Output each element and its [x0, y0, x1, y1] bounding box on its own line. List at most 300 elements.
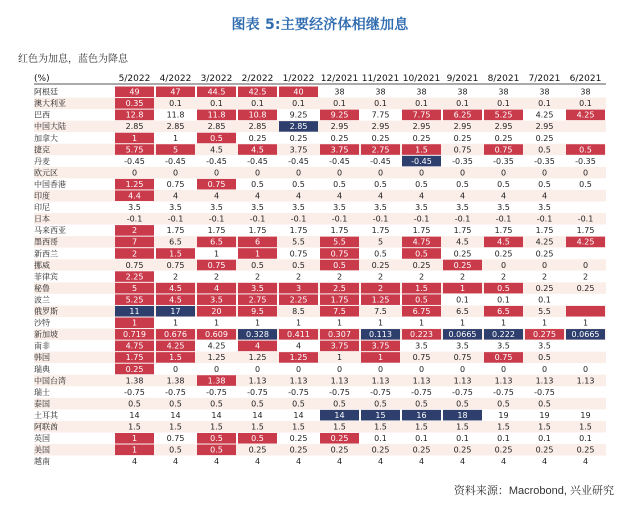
cell-value: 1.5 — [579, 422, 592, 432]
cell-value: -0.1 — [536, 214, 553, 224]
row-label: 美国 — [34, 445, 50, 455]
cell-value: 5.5 — [538, 307, 551, 316]
cell-value: 4 — [500, 457, 507, 467]
cell-value: 0.5 — [415, 179, 428, 189]
cell-value: 4 — [336, 457, 343, 467]
cell-value: 4 — [582, 457, 589, 467]
cell-value: 7.75 — [412, 110, 431, 120]
row-label: 阿联酋 — [34, 422, 58, 432]
cell-value: 1 — [172, 133, 179, 143]
cell-value: 0.25 — [289, 434, 308, 444]
cell-value: 1 — [131, 318, 138, 328]
cell-value: 0.307 — [328, 330, 351, 340]
cell-value: -0.35 — [575, 156, 596, 166]
cell-value: -0.75 — [329, 387, 350, 397]
cell-value: 4.75 — [125, 341, 144, 351]
cell-value: 0.25 — [289, 445, 308, 455]
cell-value: 1 — [254, 318, 261, 328]
cell-value: 0.25 — [248, 133, 267, 143]
cell-value: -0.75 — [247, 387, 268, 397]
column-header: 8/2021 — [487, 74, 520, 84]
cell-value: 0 — [254, 168, 261, 178]
row-label: 南非 — [34, 341, 50, 351]
cell-value: -0.75 — [370, 387, 391, 397]
cell-value: 1 — [541, 318, 548, 328]
cell-value: 1.75 — [412, 226, 431, 236]
cell-value: 0.75 — [453, 145, 472, 155]
cell-value: 2 — [213, 272, 220, 282]
cell-value: 3.5 — [538, 203, 551, 213]
row-label: 印尼 — [34, 203, 50, 213]
cell-value: 1.5 — [128, 422, 141, 432]
cell-value: 1.5 — [169, 249, 182, 259]
cell-value: 5.5 — [292, 237, 305, 247]
table-row-bg — [34, 167, 606, 179]
row-label: 印度 — [34, 191, 50, 201]
cell-value: 1.38 — [207, 376, 226, 386]
cell-value: -0.45 — [165, 156, 186, 166]
cell-value: 0 — [295, 364, 302, 374]
cell-value: 2 — [377, 283, 384, 293]
cell-value: 1 — [131, 434, 138, 444]
row-label: 马来西亚 — [34, 226, 66, 236]
cell-value: -0.1 — [290, 214, 307, 224]
cell-value: 0.75 — [453, 353, 472, 363]
cell-value: 1 — [336, 353, 343, 363]
cell-value: 38 — [416, 87, 427, 97]
row-label: 巴西 — [34, 110, 50, 120]
cell-value: 2.95 — [330, 122, 349, 132]
cell-value: -0.45 — [370, 156, 391, 166]
cell-value: 4.25 — [207, 341, 226, 351]
cell-value: 4 — [213, 457, 220, 467]
cell-value: 0.411 — [287, 330, 310, 340]
cell-value: 0.25 — [412, 260, 431, 270]
cell-value: 3.75 — [330, 145, 349, 155]
cell-value: 3.5 — [210, 295, 223, 305]
cell-value: 2.85 — [125, 122, 144, 132]
cell-value: 3.5 — [210, 203, 223, 213]
cell-value: 0.5 — [333, 179, 346, 189]
cell-value: 1.13 — [371, 376, 390, 386]
table-row-bg — [34, 202, 606, 214]
cell-value: 4 — [295, 341, 302, 351]
cell-value: 0 — [418, 364, 425, 374]
cell-value: 0 — [500, 260, 507, 270]
cell-value: 7 — [131, 237, 138, 247]
cell-value: 4 — [213, 191, 220, 201]
cell-value: 0 — [131, 168, 138, 178]
cell-value: 4 — [172, 457, 179, 467]
cell-value: 6.75 — [412, 307, 431, 316]
color-legend-note: 红色为加息，蓝色为降息 — [18, 54, 128, 65]
cell-value: 3.5 — [415, 341, 428, 351]
cell-value: 0.5 — [169, 399, 182, 409]
cell-value: 2 — [377, 272, 384, 282]
cell-value: 0.5 — [538, 353, 551, 363]
column-header: 1/2022 — [282, 74, 315, 84]
cell-value: 0 — [418, 168, 425, 178]
cell-value: 1.25 — [207, 353, 226, 363]
cell-value: 1 — [213, 318, 220, 328]
cell-value: 1.38 — [125, 376, 144, 386]
table-row-bg — [34, 121, 606, 133]
cell-value: 0.75 — [166, 434, 185, 444]
cell-value: 2.75 — [248, 295, 267, 305]
cell-value: 1 — [254, 249, 261, 259]
cell-value: 0.1 — [374, 99, 387, 109]
cell-value: 5 — [172, 145, 179, 155]
cell-value: 4 — [172, 191, 179, 201]
cell-value: 10.8 — [248, 110, 267, 120]
cell-value: 0.5 — [333, 260, 346, 270]
cell-value: 0.25 — [371, 260, 390, 270]
cell-value: 5.75 — [125, 145, 144, 155]
cell-value: 0.5 — [292, 399, 305, 409]
cell-value: 0.5 — [538, 145, 551, 155]
table-row-bg — [34, 398, 606, 410]
cell-value: 19 — [498, 410, 509, 420]
cell-value: 2.85 — [248, 122, 267, 132]
cell-value: 19 — [539, 410, 550, 420]
row-label: 波兰 — [34, 295, 50, 305]
table-row-bg — [34, 375, 606, 387]
cell-value: 1.5 — [374, 422, 387, 432]
cell-value: 3.5 — [128, 203, 141, 213]
column-header: 5/2022 — [118, 74, 151, 84]
cell-value: 2 — [254, 272, 261, 282]
cell-value: 0 — [500, 168, 507, 178]
cell-value: 3.5 — [415, 203, 428, 213]
cell-value: 1.13 — [412, 376, 431, 386]
cell-value: 1.25 — [289, 353, 308, 363]
cell-value: 0.1 — [579, 434, 592, 444]
table-row-bg — [34, 456, 606, 468]
cell-value: 2.25 — [289, 295, 308, 305]
cell-value: 1 — [459, 318, 466, 328]
cell-value: -0.75 — [288, 387, 309, 397]
cell-value: 14 — [129, 410, 140, 420]
cell-value: -0.75 — [534, 387, 555, 397]
cell-value: 0.5 — [292, 260, 305, 270]
cell-value: 0 — [541, 364, 548, 374]
cell-value: 2.95 — [535, 122, 554, 132]
cell-value: 0.25 — [535, 445, 554, 455]
cell-value: 0 — [377, 364, 384, 374]
cell-value: 0.25 — [125, 364, 144, 374]
cell-value: 0.25 — [330, 445, 349, 455]
cell-value: 4.25 — [576, 110, 595, 120]
cell-value: 4 — [254, 191, 261, 201]
cell-value: 1.5 — [169, 422, 182, 432]
cell-value: 0.5 — [251, 179, 264, 189]
cell-value: 0.1 — [497, 99, 510, 109]
source-note: 资料来源：Macrobond, 兴业研究 — [453, 485, 614, 497]
cell-value: 3.5 — [169, 203, 182, 213]
cell-value: 0.1 — [579, 99, 592, 109]
cell-value: 18 — [457, 410, 468, 420]
cell-value: 3.5 — [374, 203, 387, 213]
cell-value: 1 — [336, 318, 343, 328]
cell-value: 47 — [170, 87, 181, 97]
cell-value: 2 — [131, 226, 138, 236]
cell-value: 4.5 — [497, 237, 510, 247]
table-row-bg — [34, 213, 606, 225]
cell-value: 4 — [295, 457, 302, 467]
row-label: 土耳其 — [34, 410, 58, 420]
cell-value: 16 — [416, 410, 427, 420]
cell-value: 0.1 — [497, 434, 510, 444]
table-row-bg — [34, 155, 606, 167]
cell-value: 3.5 — [292, 203, 305, 213]
cell-value: 12.8 — [125, 110, 144, 120]
cell-value: 6.5 — [169, 237, 182, 247]
column-header: 11/2021 — [361, 74, 400, 84]
cell-value: 38 — [334, 87, 345, 97]
cell-value: 1.25 — [125, 179, 144, 189]
cell-value: 0.1 — [415, 434, 428, 444]
cell-value: 1.5 — [292, 422, 305, 432]
cell-value: 0.1 — [169, 99, 182, 109]
cell-value: 0.0665 — [448, 330, 477, 340]
cell-value: 6.5 — [210, 237, 223, 247]
cell-value: 2 — [541, 272, 548, 282]
cell-value: 0.25 — [453, 445, 472, 455]
cell-value: 1 — [131, 445, 138, 455]
cell-value: -0.35 — [493, 156, 514, 166]
column-header: 3/2022 — [200, 74, 233, 84]
cell-value: 0.0665 — [571, 330, 600, 340]
column-header: 6/2021 — [569, 74, 602, 84]
cell-value: 8.5 — [292, 307, 305, 316]
cell-value: 1.5 — [415, 422, 428, 432]
cell-value: 1.75 — [125, 353, 144, 363]
cell-value: 5.25 — [494, 110, 513, 120]
cell-value: 4.5 — [169, 295, 182, 305]
cell-value: -0.1 — [167, 214, 184, 224]
cell-value: 0.5 — [251, 399, 264, 409]
cell-value: 3.75 — [330, 341, 349, 351]
cell-value: 2 — [459, 272, 466, 282]
cell-value: 6.5 — [456, 307, 469, 316]
cell-value: -0.45 — [288, 156, 309, 166]
cell-value: -0.45 — [206, 156, 227, 166]
cell-value: -0.75 — [165, 387, 186, 397]
cell-value: 0.75 — [125, 260, 144, 270]
cell-value: -0.45 — [247, 156, 268, 166]
column-header: 12/2021 — [320, 74, 359, 84]
cell-value: 4.5 — [251, 145, 264, 155]
cell-value: 0.25 — [371, 445, 390, 455]
cell-value: 4.25 — [576, 237, 595, 247]
cell-value: 7.5 — [374, 307, 387, 316]
cell-value: 19 — [580, 410, 591, 420]
cell-value: 1 — [459, 283, 466, 293]
cell-value: 5 — [131, 283, 138, 293]
cell-value: 0.25 — [576, 283, 595, 293]
cell-value: -0.75 — [411, 387, 432, 397]
cell-value: 5.5 — [333, 237, 346, 247]
column-header: 2/2022 — [241, 74, 274, 84]
cell-value: 38 — [539, 87, 550, 97]
cell-value: 38 — [457, 87, 468, 97]
cell-value: 1.13 — [453, 376, 472, 386]
cell-value: 1.5 — [415, 145, 428, 155]
cell-value: 3.5 — [456, 341, 469, 351]
row-label: 英国 — [34, 434, 50, 444]
cell-value: 4 — [418, 457, 425, 467]
cell-value: 1.75 — [576, 226, 595, 236]
cell-value: 2 — [336, 272, 343, 282]
cell-value: 2 — [500, 272, 507, 282]
cell-value: 14 — [211, 410, 222, 420]
cell-value: 0.75 — [207, 179, 226, 189]
row-label: 新西兰 — [34, 249, 58, 259]
cell-value: 0.5 — [251, 434, 264, 444]
cell-value: 0.25 — [576, 445, 595, 455]
cell-value: 1.75 — [330, 226, 349, 236]
row-label: 中国台湾 — [34, 376, 66, 386]
cell-value: 1.75 — [494, 226, 513, 236]
cell-value: 4 — [459, 191, 466, 201]
row-label: 俄罗斯 — [34, 307, 58, 316]
cell-value: 14 — [170, 410, 181, 420]
cell-value: 3.5 — [251, 283, 264, 293]
row-label: 欧元区 — [34, 168, 58, 178]
cell-value: 11.8 — [166, 110, 185, 120]
cell-value: -0.1 — [454, 214, 471, 224]
cell-value: 0 — [377, 168, 384, 178]
cell-value: 3.75 — [289, 145, 308, 155]
cell-value: 1.5 — [251, 422, 264, 432]
cell-value: 6.5 — [497, 307, 510, 316]
cell-value: -0.45 — [124, 156, 145, 166]
cell-value: 1 — [418, 318, 425, 328]
table-row-bg — [34, 421, 606, 433]
cell-value: 4.75 — [412, 237, 431, 247]
cell-value: -0.1 — [372, 214, 389, 224]
cell-value: 0.1 — [456, 434, 469, 444]
cell-value: 3.75 — [371, 341, 390, 351]
cell-value: -0.1 — [577, 214, 594, 224]
cell-value: 0 — [172, 364, 179, 374]
cell-value: 1.5 — [415, 283, 428, 293]
cell-value: 0.1 — [415, 99, 428, 109]
cell-value: 14 — [334, 410, 345, 420]
cell-value: 0.25 — [330, 133, 349, 143]
cell-value: 4.5 — [169, 283, 182, 293]
cell-value: -0.35 — [534, 156, 555, 166]
column-header: 10/2021 — [402, 74, 441, 84]
cell-value: 4 — [541, 191, 548, 201]
cell-value: -0.1 — [249, 214, 266, 224]
cell-value: 0 — [582, 260, 589, 270]
cell-value: 42.5 — [248, 87, 267, 97]
cell-value: 0 — [213, 364, 220, 374]
cell-value: 1.75 — [535, 226, 554, 236]
row-header-label: (%) — [34, 74, 50, 84]
cell-value: 1.75 — [166, 226, 185, 236]
cell-value: 1.38 — [166, 376, 185, 386]
cell-value: 2 — [295, 272, 302, 282]
cell-value: 0.222 — [492, 330, 515, 340]
cell-value: 0.1 — [292, 99, 305, 109]
cell-value: 0.1 — [210, 99, 223, 109]
row-label: 日本 — [34, 214, 50, 224]
cell-value: 4.5 — [210, 145, 223, 155]
cell-value: 4.5 — [456, 237, 469, 247]
row-label: 菲律宾 — [34, 272, 58, 282]
cell-value: 1.13 — [494, 376, 513, 386]
cell-value: 1.75 — [330, 295, 349, 305]
cell-value: 4 — [377, 191, 384, 201]
cell-value: 4.4 — [128, 191, 141, 201]
cell-value: 5 — [377, 237, 384, 247]
cell-value: 2 — [418, 272, 425, 282]
cell-value: -0.1 — [331, 214, 348, 224]
cell-value: 4.25 — [535, 237, 554, 247]
cell-value: 0.1 — [374, 434, 387, 444]
cell-value: 14 — [293, 410, 304, 420]
cell-value: 2.85 — [207, 122, 226, 132]
cell-value: -0.35 — [452, 156, 473, 166]
cell-value: 0.5 — [374, 399, 387, 409]
cell-value: 1 — [582, 318, 589, 328]
cell-value: 0.1 — [251, 99, 264, 109]
row-label: 墨西哥 — [34, 237, 58, 247]
cell-value: 0.35 — [125, 99, 144, 109]
cell-value: 2.85 — [289, 122, 308, 132]
cell-value: 0.5 — [497, 399, 510, 409]
cell-value: 2 — [172, 272, 179, 282]
cell-value: 4 — [418, 191, 425, 201]
cell-value: 4 — [213, 283, 220, 293]
cell-value: 0.25 — [412, 133, 431, 143]
cell-value: 4 — [377, 457, 384, 467]
row-label: 挪威 — [34, 260, 50, 270]
cell-value: -0.1 — [208, 214, 225, 224]
row-label: 丹麦 — [34, 156, 50, 166]
cell-value: 0.1 — [456, 295, 469, 305]
cell-value: 1.5 — [169, 353, 182, 363]
cell-value: -0.1 — [413, 214, 430, 224]
cell-value: 4 — [459, 457, 466, 467]
cell-value: 9.25 — [289, 110, 308, 120]
cell-value: 9.25 — [330, 110, 349, 120]
cell-value: 0 — [336, 168, 343, 178]
cell-value: 0.719 — [123, 330, 146, 340]
cell-value: 0 — [582, 364, 589, 374]
cell-value: 5.25 — [125, 295, 144, 305]
column-header: 9/2021 — [446, 74, 479, 84]
cell-value: 0.1 — [497, 295, 510, 305]
cell-value: 0.25 — [248, 445, 267, 455]
cell-value: 0 — [172, 168, 179, 178]
cell-value: 0.5 — [497, 283, 510, 293]
cell-value: 0.75 — [207, 260, 226, 270]
cell-value: 4 — [131, 457, 138, 467]
cell-value: 0.5 — [128, 399, 141, 409]
cell-value: 0 — [459, 168, 466, 178]
cell-value: 0.223 — [410, 330, 433, 340]
cell-value: -0.1 — [495, 214, 512, 224]
cell-value: 0.1 — [538, 99, 551, 109]
row-label: 中国大陆 — [34, 122, 66, 132]
cell-value: 1 — [377, 318, 384, 328]
cell-value: 4 — [541, 457, 548, 467]
cell-value: 1 — [213, 249, 220, 259]
cell-value: 0.75 — [494, 145, 513, 155]
